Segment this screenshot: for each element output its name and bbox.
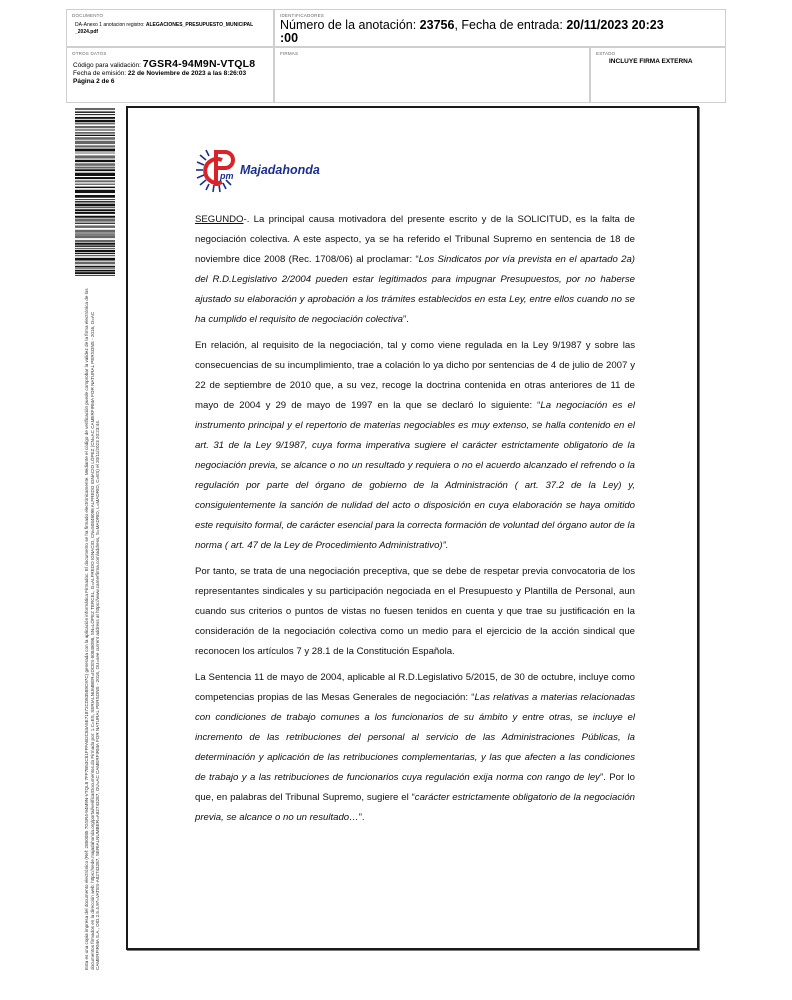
paragraph-sentencia (195, 668, 635, 828)
issue-date: 22 de Noviembre de 2023 a las 8:26:03 (127, 70, 247, 77)
barcode-bar (75, 219, 115, 222)
barcode-bar (75, 167, 115, 169)
barcode-bar (75, 262, 115, 265)
barcode-bar (75, 163, 115, 165)
entry-date-label: , Fecha de entrada: (454, 18, 567, 32)
barcode-bar (75, 145, 115, 147)
barcode-bar (75, 230, 115, 233)
barcode-bar (75, 130, 115, 131)
quoted-text: carácter estrictamente obligatorio de la negociación previa, se alcance o no un resultado… (195, 792, 635, 823)
annotation-number: 23756 (419, 18, 455, 32)
issue-date-label: Fecha de emisión: (73, 70, 128, 77)
barcode-bar (75, 248, 115, 249)
barcode-bar (75, 250, 115, 252)
barcode-bar (75, 270, 115, 272)
barcode-bar (75, 245, 115, 246)
barcode-bar (75, 212, 115, 214)
paragraph-text: La Sentencia 11 de mayo de 2004, aplicable al R.D.Legislativo 5/2015, de 30 de octubre, incluye como competencias propias de las Mesas Generales de negociación: “ (195, 672, 635, 703)
document-prefix: DA-Anexo 1 anotacion registro: (75, 22, 146, 28)
barcode-bar (75, 180, 115, 182)
paragraph-relacion (195, 336, 635, 556)
entry-date: 20/11/2023 20:23 (566, 18, 664, 32)
document-label: DOCUMENTO (72, 13, 104, 18)
page-indicator: Página 2 de 6 (73, 78, 115, 85)
barcode-bar (75, 135, 115, 136)
verification-side-text: Esta es una copia impresa del documento electrónico (Ref: 2850085 7GSR4-94M9N-VTQL8 7FF7B53C81FFFAB2C84A5E71872CD83589C97C) generada con la aplicación informática Firmadoc. El documento se ha firmado electrónicamente. Mediante el código de verificación puede comprobar la validez de la firma electrónica de los documentos firmados en la dirección web: https://sede.majadahonda.org/portal/verificarDocumentos.do Firmado por: 1.C=ES, SERIALNUMBER=IDCES-50848098, SN=LÓPEZ TERCEL, G=ALFREDO IGNACIO, CN=50848098 ALFREDO IGNACIO LÓPEZ (CN=AC CAMERFIRMA FOR NATURAL PERSONS - 2016, O=AC CAMERFIRMA S.A., OID.2.5.4.97=VATES-A82743287, SERIALNUMBER=A82743287, OU=AC CAMERFIRMA FOR NATURAL PERSONS - 2016, OU=see current address at https://www.camerfirma.com/address, S=MADRID, L=MADRID, C=ES) el 20/11/2023 20:23:44. (84, 288, 101, 970)
barcode-bar (75, 187, 115, 189)
signatures-label: FIRMAS (280, 51, 299, 56)
quoted-text: Las relativas a materias relacionadas con condiciones de trabajo comunes a los funcionarios de su ámbito y entre otras, se incluye el incremento de las retribuciones del personal al servicio de las Administraciones Públicas, la determinación y aplicación de las retribuciones complementarias, y las que afecten a las condiciones de trabajo y a las retribuciones de funcionarios cuya regulación exija norma con rango de ley (195, 692, 635, 783)
barcode-bar (75, 117, 115, 119)
barcode-bar (75, 209, 115, 211)
barcode-bar (75, 114, 115, 115)
paragraph-text: Por tanto, se trata de una negociación preceptiva, que se debe de respetar previa convocatoria de los representantes sindicales y su participación negociada en el Presupuesto y Plantilla de Personal, aun cuando sus criterios o puntos de vistas no fuesen tenidos en cuenta y que trae su justificación en la consideración de la negociación colectiva como un medio para el ejercicio de la acción sindical que reconocen los artículos 7 y 28.1 de la Constitución Española. (195, 566, 635, 657)
logo-text: Majadahonda (240, 163, 320, 177)
registry-entry (280, 19, 720, 45)
document-info-cell (66, 9, 274, 47)
barcode-bar (75, 120, 115, 123)
other-data-label: OTROS DATOS (72, 51, 107, 56)
barcode-bar (75, 160, 115, 162)
barcode-bar (75, 169, 115, 171)
barcode-bar (75, 272, 115, 274)
status-label: ESTADO (596, 51, 616, 56)
paragraph-text: ”. Por lo que, en palabras del Tribunal Supremo, sugiere el “ (195, 772, 636, 803)
paragraph-por-tanto (195, 562, 635, 662)
entry-date-seconds: :00 (280, 31, 299, 45)
barcode-bar (75, 225, 115, 228)
barcode (75, 108, 115, 276)
barcode-bar (75, 152, 115, 153)
barcode-bar (75, 199, 115, 200)
validation-code: 7GSR4-94M9N-VTQL8 (142, 58, 256, 70)
section-heading: SEGUNDO (195, 214, 244, 225)
identifiers-cell (274, 9, 726, 47)
barcode-bar (75, 266, 115, 268)
quoted-text: La negociación es el instrumento principal y el repertorio de materias negociables es muy extenso, se halla contenido en el art. 31 de la Ley 9/1987, cuya forma imperativa sugiere el carácter estrictamente obligatorio de la negociación previa, se alcance o no un resultado y requiera o no el acuerdo alcanzado el refrendo o la regulación por parte del órgano de gobierno de la Administración ( art. 37.2 de la Ley) y, consiguientemente la sanción de nulidad del acto o disposición en cuya elaboración se haya omitido este requisito formal, de carácter esencial para la correcta formación de voluntad del órgano autor de la norma ( art. 47 de la Ley de Procedimiento Administrativo)”. (195, 400, 635, 551)
barcode-bar (75, 253, 115, 254)
barcode-bar (75, 234, 115, 235)
barcode-bar (75, 223, 115, 224)
quote-end: ”. (358, 812, 365, 823)
barcode-bar (75, 155, 115, 158)
barcode-bar (75, 275, 115, 276)
barcode-bar (75, 149, 115, 152)
barcode-bar (75, 258, 115, 261)
barcode-bar (75, 123, 115, 124)
barcode-bar (75, 108, 115, 110)
document-filename (75, 22, 270, 36)
document-file-ext: _2024.pdf (75, 29, 99, 35)
signatures-cell (274, 47, 590, 103)
barcode-bar (75, 173, 115, 176)
barcode-bar (75, 184, 115, 185)
validation-info (73, 60, 255, 86)
barcode-bar (75, 204, 115, 207)
barcode-bar (75, 141, 115, 144)
barcode-bar (75, 240, 115, 242)
barcode-bar (75, 190, 115, 193)
barcode-bar (75, 195, 115, 198)
barcode-bar (75, 207, 115, 208)
paragraph-segundo (195, 210, 635, 330)
barcode-bar (75, 268, 115, 269)
logo-pm-mark: pm (220, 171, 234, 181)
barcode-bar (75, 137, 115, 140)
paragraph-text: -. La principal causa motivadora del presente escrito y de la SOLICITUD, es la falta de negociación colectiva. A este aspecto, ya se ha referido el Tribunal Supremo en sentencia de 18 de noviembre dice 2008 (Rec. 1708/06) al proclamar: “ (195, 214, 635, 265)
annotation-number-label: Número de la anotación: (280, 18, 420, 32)
barcode-bar (75, 243, 115, 245)
barcode-bar (75, 201, 115, 202)
paragraph-text: En relación, al requisito de la negociación, tal y como viene regulada en la Ley 9/1987 y sobre las consecuencias de su incumplimiento, trae a colación lo ya dicho por sentencias de 4 de julio de 2007 y 22 de septiembre de 2010 que, a su vez, recoge la doctrina contenida en otras anteriores de 11 de mayo de 2004 y 29 de mayo de 1997 en la que se declaró lo siguiente: “ (195, 340, 635, 411)
document-file-main: ALEGACIONES_PRESUPUESTO_MUNICIPAL (145, 22, 254, 28)
barcode-bar (75, 255, 115, 256)
document-body (195, 210, 635, 834)
identifiers-label: IDENTIFICADORES (280, 13, 325, 18)
barcode-bar (75, 132, 115, 133)
barcode-bar (75, 126, 115, 128)
barcode-bar (75, 216, 115, 218)
status-badge: INCLUYE FIRMA EXTERNA (609, 58, 693, 65)
barcode-bar (75, 177, 115, 179)
other-data-cell (66, 47, 274, 103)
barcode-bar (75, 111, 115, 112)
barcode-bar (75, 235, 115, 238)
quoted-text: Los Sindicatos por vía prevista en el apartado 2a) del R.D.Legislativo 2/2004 pueden estar legitimados para impugnar Presupuestos, por no haberse ajustado su elaboración y aprobación a los trámites establecidos en esta Ley, entre ellos cuando no se ha cumplido el requisito de negociación colectiva (195, 254, 635, 325)
validation-code-label: Código para validación: (73, 62, 143, 69)
status-cell (590, 47, 726, 103)
quote-end: ”. (403, 314, 409, 325)
